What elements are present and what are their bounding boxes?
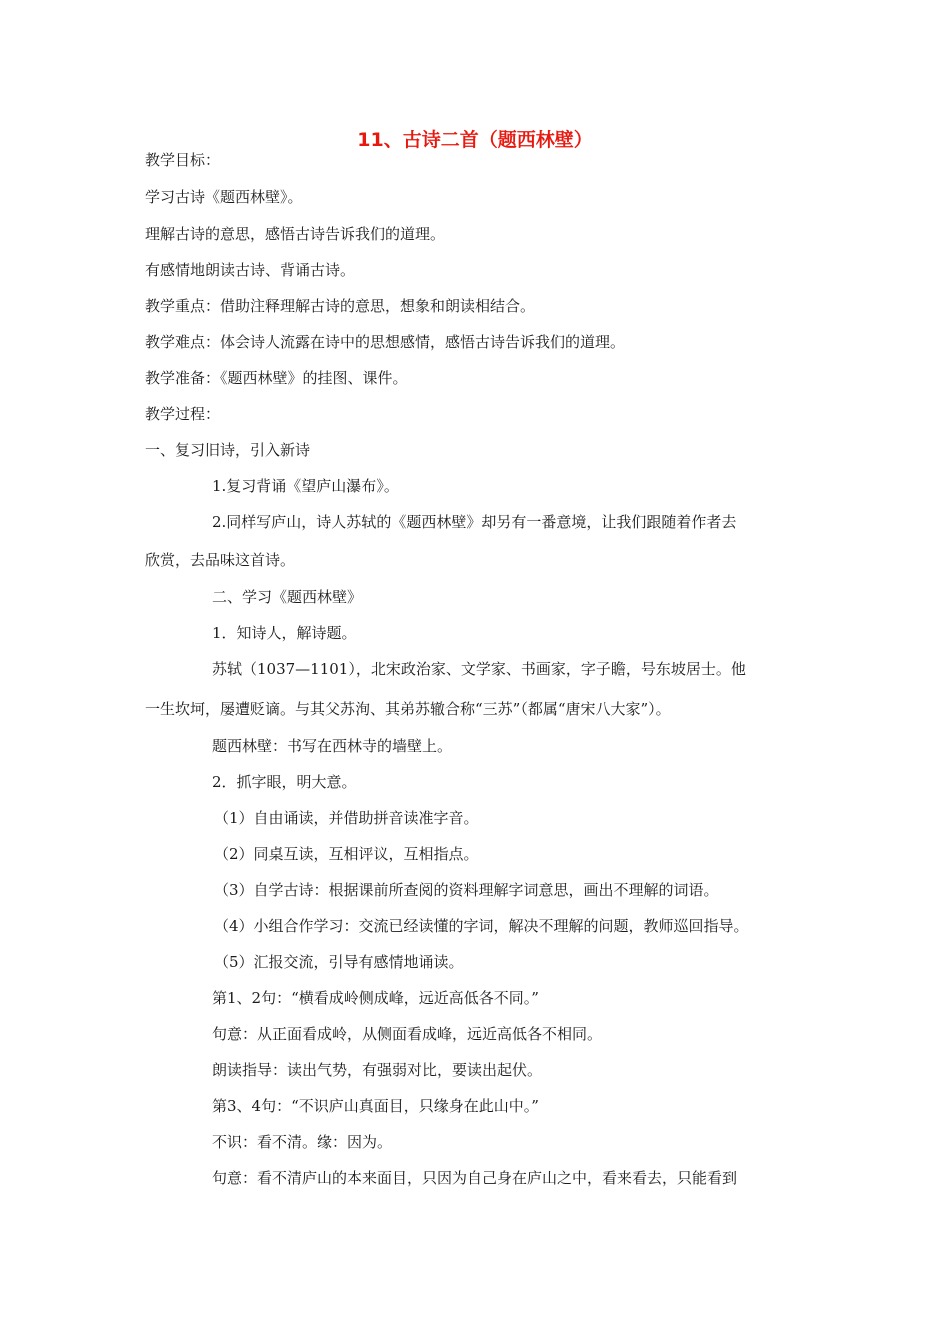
text-line: 不识：看不清。缘：因为。 bbox=[212, 1133, 393, 1151]
text-line: 1．知诗人，解诗题。 bbox=[212, 624, 357, 642]
text-line: 第3、4句：“不识庐山真面目，只缘身在此山中。” bbox=[212, 1097, 539, 1115]
text-line: （1）自由诵读，并借助拼音读准字音。 bbox=[214, 809, 479, 827]
text-line: 教学目标： bbox=[145, 151, 221, 169]
document-title: 11、古诗二首（题西林壁） bbox=[357, 129, 593, 151]
text-line: 教学过程： bbox=[145, 405, 221, 423]
text-line: 句意：看不清庐山的本来面目，只因为自己身在庐山之中，看来看去，只能看到 bbox=[212, 1169, 738, 1187]
text-line: 一生坎坷，屡遭贬谪。与其父苏洵、其弟苏辙合称“三苏”（都属“唐宋八大家”）。 bbox=[145, 700, 671, 718]
text-line: 题西林壁：书写在西林寺的墙壁上。 bbox=[212, 737, 453, 755]
text-line: 二、学习《题西林壁》 bbox=[212, 588, 363, 606]
text-line: （2）同桌互读，互相评议，互相指点。 bbox=[214, 845, 479, 863]
text-line: 第1、2句：“横看成岭侧成峰，远近高低各不同。” bbox=[212, 989, 539, 1007]
text-line: （4）小组合作学习：交流已经读懂的字词，解决不理解的问题，教师巡回指导。 bbox=[214, 917, 749, 935]
text-line: 一、复习旧诗，引入新诗 bbox=[145, 441, 311, 459]
text-line: 教学难点：体会诗人流露在诗中的思想感情，感悟古诗告诉我们的道理。 bbox=[145, 333, 626, 351]
text-line: 1.复习背诵《望庐山瀑布》。 bbox=[212, 477, 399, 495]
text-line: 学习古诗《题西林壁》。 bbox=[145, 188, 303, 206]
text-line: 朗读指导：读出气势，有强弱对比，要读出起伏。 bbox=[212, 1061, 543, 1079]
text-line: （3）自学古诗：根据课前所查阅的资料理解字词意思，画出不理解的词语。 bbox=[214, 881, 719, 899]
text-line: 2．抓字眼，明大意。 bbox=[212, 773, 357, 791]
text-line: 欣赏，去品味这首诗。 bbox=[145, 551, 296, 569]
text-line: 理解古诗的意思，感悟古诗告诉我们的道理。 bbox=[145, 225, 446, 243]
text-line: 教学准备：《题西林壁》的挂图、课件。 bbox=[145, 369, 408, 387]
text-line: （5）汇报交流，引导有感情地诵读。 bbox=[214, 953, 464, 971]
text-line: 句意：从正面看成岭，从侧面看成峰，远近高低各不相同。 bbox=[212, 1025, 603, 1043]
text-line: 2.同样写庐山，诗人苏轼的《题西林壁》却另有一番意境，让我们跟随着作者去 bbox=[212, 513, 737, 531]
text-line: 教学重点：借助注释理解古诗的意思，想象和朗读相结合。 bbox=[145, 297, 536, 315]
text-line: 苏轼（1037—1101），北宋政治家、文学家、书画家，字子瞻，号东坡居士。他 bbox=[212, 660, 746, 678]
text-line: 有感情地朗读古诗、背诵古诗。 bbox=[145, 261, 356, 279]
